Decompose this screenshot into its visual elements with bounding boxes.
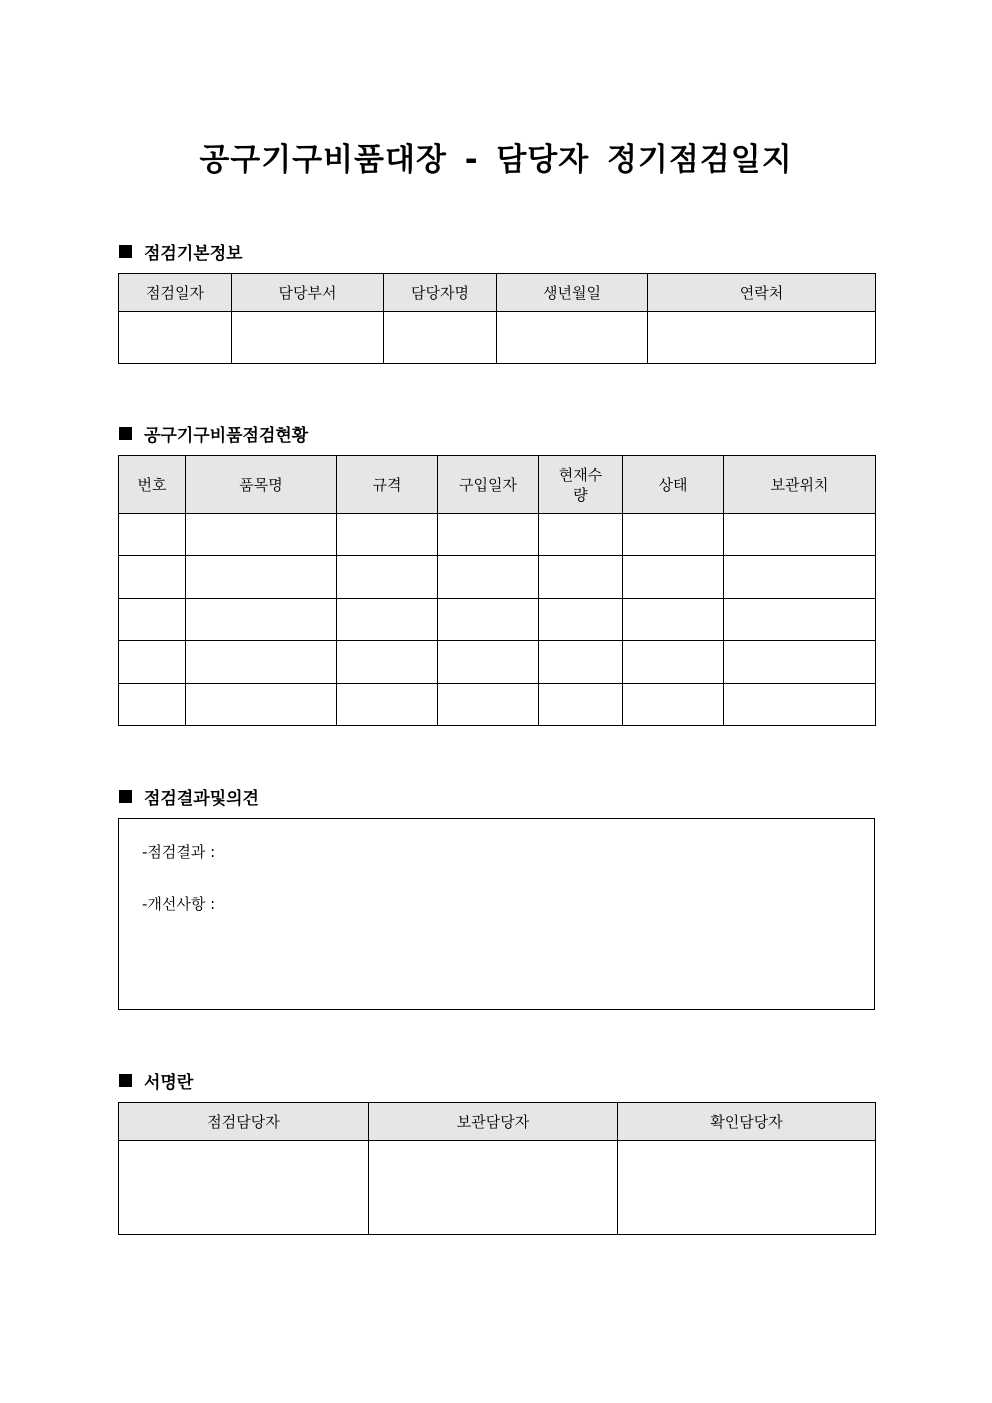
table-cell[interactable] — [438, 684, 539, 726]
table-cell[interactable] — [724, 556, 876, 599]
section-heading-signature — [119, 1068, 193, 1092]
column-header: 점검일자 — [119, 274, 232, 312]
department-cell[interactable] — [232, 312, 384, 364]
birth-date-cell[interactable] — [497, 312, 648, 364]
inspector-signature-cell[interactable] — [119, 1141, 369, 1235]
table-cell[interactable] — [623, 556, 724, 599]
inspection-date-cell[interactable] — [119, 312, 232, 364]
table-cell[interactable] — [119, 684, 186, 726]
contact-cell[interactable] — [648, 312, 876, 364]
basic-info-header-row — [119, 274, 876, 312]
table-cell[interactable] — [438, 599, 539, 641]
column-header: 번호 — [119, 456, 186, 514]
inventory-table — [118, 455, 876, 726]
table-cell[interactable] — [623, 514, 724, 556]
square-bullet-icon — [119, 1074, 132, 1087]
table-cell[interactable] — [119, 599, 186, 641]
column-header: 현재수 량 — [539, 456, 623, 514]
table-cell[interactable] — [119, 556, 186, 599]
inventory-header-row — [119, 456, 876, 514]
table-cell[interactable] — [724, 514, 876, 556]
table-cell[interactable] — [623, 684, 724, 726]
table-cell[interactable] — [186, 514, 337, 556]
table-row — [119, 684, 876, 726]
table-cell[interactable] — [186, 599, 337, 641]
square-bullet-icon — [119, 790, 132, 803]
column-header: 담당부서 — [232, 274, 384, 312]
page-title: 공구기구비품대장 - 담당자 정기점검일지 — [199, 142, 793, 178]
table-cell[interactable] — [539, 641, 623, 684]
column-header: 보관담당자 — [369, 1103, 618, 1141]
results-opinion-box[interactable] — [118, 818, 875, 1010]
column-header: 구입일자 — [438, 456, 539, 514]
table-cell[interactable] — [186, 556, 337, 599]
table-row — [119, 514, 876, 556]
signature-table — [118, 1102, 876, 1235]
square-bullet-icon — [119, 245, 132, 258]
section-heading-basic-info — [119, 239, 243, 263]
section-heading-label: 점검결과및의견 — [144, 788, 259, 809]
basic-info-table — [118, 273, 876, 364]
table-cell[interactable] — [438, 641, 539, 684]
table-cell[interactable] — [337, 514, 438, 556]
column-header: 점검담당자 — [119, 1103, 369, 1141]
verifier-signature-cell[interactable] — [618, 1141, 876, 1235]
table-cell[interactable] — [623, 641, 724, 684]
table-row — [119, 599, 876, 641]
table-cell[interactable] — [438, 514, 539, 556]
table-cell[interactable] — [119, 514, 186, 556]
table-cell[interactable] — [337, 684, 438, 726]
signature-header-row — [119, 1103, 876, 1141]
table-cell[interactable] — [337, 641, 438, 684]
table-cell[interactable] — [186, 684, 337, 726]
table-cell[interactable] — [539, 514, 623, 556]
section-heading-inventory — [119, 421, 308, 445]
square-bullet-icon — [119, 427, 132, 440]
basic-info-entry-row — [119, 312, 876, 364]
improvement-label: -개선사항 : — [142, 895, 216, 913]
table-cell[interactable] — [337, 556, 438, 599]
signature-entry-row — [119, 1141, 876, 1235]
section-heading-label: 서명란 — [144, 1072, 194, 1093]
column-header: 품목명 — [186, 456, 337, 514]
table-row — [119, 556, 876, 599]
column-header: 상태 — [623, 456, 724, 514]
table-cell[interactable] — [119, 641, 186, 684]
table-cell[interactable] — [186, 641, 337, 684]
table-cell[interactable] — [539, 599, 623, 641]
manager-name-cell[interactable] — [384, 312, 497, 364]
section-heading-results — [119, 784, 259, 808]
column-header: 생년월일 — [497, 274, 648, 312]
table-cell[interactable] — [438, 556, 539, 599]
table-cell[interactable] — [623, 599, 724, 641]
column-header: 확인담당자 — [618, 1103, 876, 1141]
section-heading-label: 공구기구비품점검현황 — [144, 425, 309, 446]
table-cell[interactable] — [337, 599, 438, 641]
section-heading-label: 점검기본정보 — [144, 243, 243, 264]
table-cell[interactable] — [724, 641, 876, 684]
custodian-signature-cell[interactable] — [369, 1141, 618, 1235]
table-cell[interactable] — [539, 556, 623, 599]
inspection-result-label: -점검결과 : — [142, 843, 216, 861]
table-row — [119, 641, 876, 684]
table-cell[interactable] — [539, 684, 623, 726]
column-header: 연락처 — [648, 274, 876, 312]
column-header: 담당자명 — [384, 274, 497, 312]
column-header: 보관위치 — [724, 456, 876, 514]
column-header: 규격 — [337, 456, 438, 514]
table-cell[interactable] — [724, 684, 876, 726]
table-cell[interactable] — [724, 599, 876, 641]
